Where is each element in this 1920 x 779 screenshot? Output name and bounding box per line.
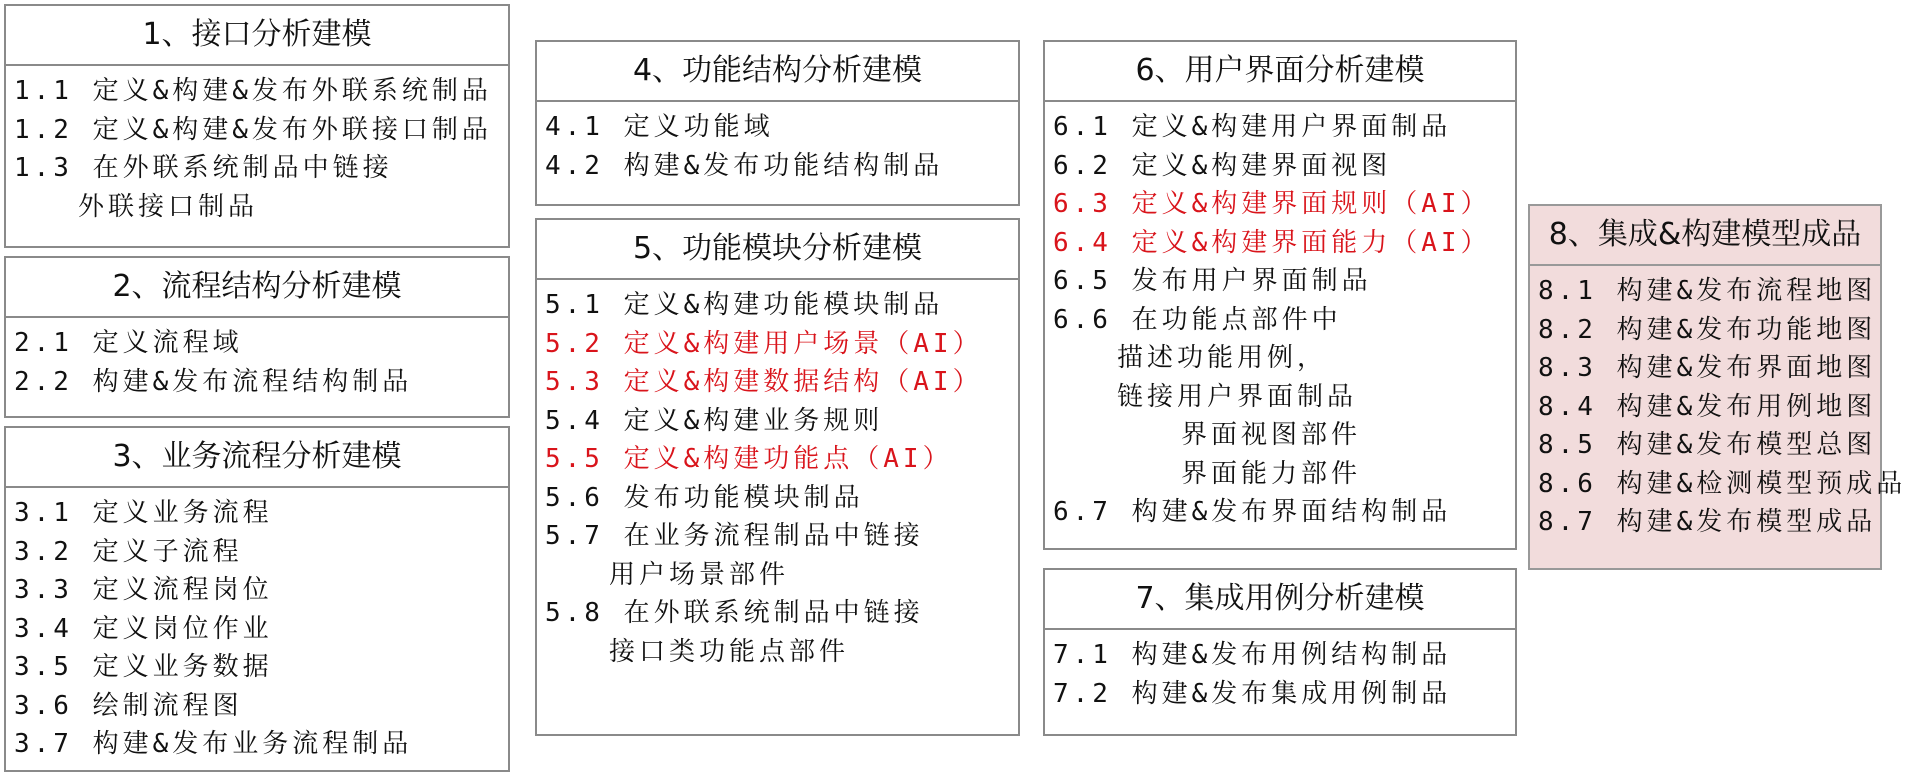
list-item: 8.2 构建&发布功能地图	[1538, 314, 1877, 345]
list-item: 8.1 构建&发布流程地图	[1538, 276, 1877, 306]
list-item: 3.4 定义岗位作业	[14, 613, 273, 644]
list-item: 5.4 定义&构建业务规则	[545, 405, 884, 436]
box-integration-usecase-modeling	[1043, 568, 1517, 736]
list-item: 3.7 构建&发布业务流程制品	[14, 729, 413, 759]
box-title: 4、功能结构分析建模	[537, 42, 1018, 102]
list-item: 6.3 定义&构建界面规则（AI）	[1053, 189, 1491, 219]
box-function-structure-modeling	[535, 40, 1020, 206]
list-item: 用户场景部件	[609, 559, 790, 590]
list-item: 5.7 在业务流程制品中链接	[545, 521, 924, 551]
box-title: 5、功能模块分析建模	[537, 220, 1018, 280]
list-item: 6.7 构建&发布界面结构制品	[1053, 497, 1452, 527]
list-item: 2.1 定义流程域	[14, 328, 243, 358]
list-item: 3.6 绘制流程图	[14, 690, 243, 721]
list-item: 界面能力部件	[1181, 458, 1362, 489]
list-item: 6.2 定义&构建界面视图	[1053, 150, 1392, 181]
box-function-module-modeling	[535, 218, 1020, 736]
box-title: 2、流程结构分析建模	[6, 258, 508, 318]
list-item: 8.6 构建&检测模型预成品	[1538, 468, 1907, 499]
box-integrate-build-model-product	[1528, 204, 1907, 570]
list-item: 7.2 构建&发布集成用例制品	[1053, 678, 1452, 709]
list-item: 5.2 定义&构建用户场景（AI）	[545, 328, 983, 359]
box-title: 7、集成用例分析建模	[1045, 570, 1515, 630]
box-title: 8、集成&构建模型成品	[1530, 206, 1880, 266]
list-item: 3.5 定义业务数据	[14, 652, 273, 682]
list-item: 8.5 构建&发布模型总图	[1538, 430, 1877, 460]
box-title: 6、用户界面分析建模	[1045, 42, 1515, 102]
list-item: 6.6 在功能点部件中	[1053, 304, 1342, 335]
list-item: 2.2 构建&发布流程结构制品	[14, 366, 413, 397]
box-business-process-modeling	[4, 426, 510, 772]
list-item: 3.1 定义业务流程	[14, 498, 273, 528]
list-item: 8.4 构建&发布用例地图	[1538, 391, 1877, 422]
list-item: 5.6 发布功能模块制品	[545, 482, 864, 513]
list-item: 1.1 定义&构建&发布外联系统制品	[14, 76, 492, 106]
list-item: 6.5 发布用户界面制品	[1053, 266, 1372, 296]
list-item: 6.1 定义&构建用户界面制品	[1053, 112, 1452, 142]
box-title: 3、业务流程分析建模	[6, 428, 508, 488]
list-item: 5.8 在外联系统制品中链接	[545, 598, 924, 628]
list-item: 8.7 构建&发布模型成品	[1538, 507, 1877, 537]
box-interface-modeling	[4, 4, 510, 248]
list-item: 界面视图部件	[1181, 420, 1362, 450]
list-item: 8.3 构建&发布界面地图	[1538, 353, 1877, 383]
list-item: 4.2 构建&发布功能结构制品	[545, 150, 944, 181]
box-user-interface-modeling	[1043, 40, 1517, 550]
list-item: 链接用户界面制品	[1117, 381, 1358, 412]
list-item: 6.4 定义&构建界面能力（AI）	[1053, 227, 1491, 258]
list-item: 描述功能用例，	[1117, 343, 1328, 373]
list-item: 7.1 构建&发布用例结构制品	[1053, 640, 1452, 670]
list-item: 1.2 定义&构建&发布外联接口制品	[14, 114, 492, 145]
list-item: 3.2 定义子流程	[14, 536, 243, 567]
list-item: 5.1 定义&构建功能模块制品	[545, 290, 944, 320]
box-title: 1、接口分析建模	[6, 6, 508, 66]
list-item: 4.1 定义功能域	[545, 112, 774, 142]
list-item: 3.3 定义流程岗位	[14, 575, 273, 605]
list-item: 5.3 定义&构建数据结构（AI）	[545, 367, 983, 397]
list-item: 外联接口制品	[78, 191, 259, 222]
box-process-structure-modeling	[4, 256, 510, 418]
list-item: 5.5 定义&构建功能点（AI）	[545, 444, 953, 474]
list-item: 1.3 在外联系统制品中链接	[14, 153, 393, 183]
list-item: 接口类功能点部件	[609, 636, 850, 667]
